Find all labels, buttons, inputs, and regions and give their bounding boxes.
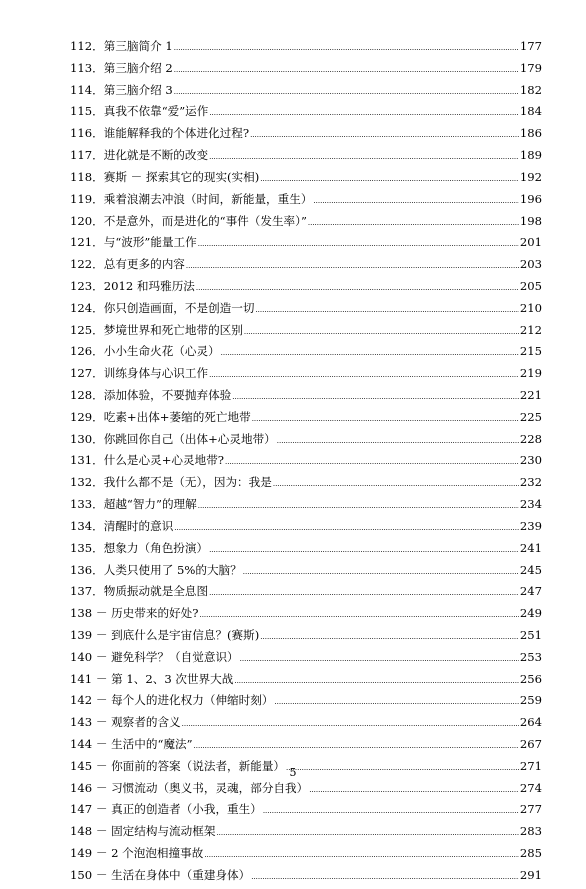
toc-row bbox=[70, 799, 542, 821]
toc-page: 201 bbox=[519, 235, 542, 250]
toc-row bbox=[70, 516, 542, 538]
toc-title: 134．清醒时的意识 bbox=[70, 518, 174, 533]
toc-page: 179 bbox=[519, 60, 542, 75]
toc-title: 129．吃素+出体+萎缩的死亡地带 bbox=[70, 409, 251, 424]
dot-leader bbox=[234, 671, 519, 693]
toc-row bbox=[70, 690, 542, 712]
dot-leader bbox=[240, 649, 519, 671]
toc-title: 126．小小生命火花（心灵） bbox=[70, 344, 220, 359]
toc-title: 140 － 避免科学？（自觉意识） bbox=[70, 649, 239, 664]
toc-row bbox=[70, 101, 542, 123]
toc-row bbox=[70, 320, 542, 342]
toc-row bbox=[70, 450, 542, 472]
toc-row bbox=[70, 734, 542, 756]
toc-row bbox=[70, 58, 542, 80]
toc-title: 138 － 历史带来的好处? bbox=[70, 606, 199, 621]
toc-title: 148 － 固定结构与流动框架 bbox=[70, 824, 216, 839]
toc-title: 114．第三脑介绍 3 bbox=[70, 82, 173, 97]
dot-leader bbox=[216, 823, 518, 845]
toc-page: 232 bbox=[519, 475, 542, 490]
page-number: 5 bbox=[289, 766, 297, 779]
toc-title: 143 － 观察者的含义 bbox=[70, 715, 181, 730]
dot-leader bbox=[252, 409, 519, 431]
toc-title: 130．你跳回你自己（出体+心灵地带） bbox=[70, 431, 276, 446]
toc-title: 128．添加体验，不要抛弃体验 bbox=[70, 388, 232, 402]
toc-row bbox=[70, 407, 542, 429]
toc-row bbox=[70, 472, 542, 494]
dot-leader bbox=[309, 780, 519, 802]
dot-leader bbox=[198, 234, 519, 256]
toc-row bbox=[70, 254, 542, 276]
toc-page: 219 bbox=[519, 366, 542, 381]
toc-row bbox=[70, 211, 542, 233]
dot-leader bbox=[274, 692, 518, 714]
toc-row bbox=[70, 363, 542, 385]
toc-page: 291 bbox=[519, 867, 542, 882]
toc-page: 283 bbox=[519, 824, 542, 839]
toc-row bbox=[70, 145, 542, 167]
toc-title: 113．第三脑介绍 2 bbox=[70, 60, 173, 75]
toc-row bbox=[70, 341, 542, 363]
toc-page: 196 bbox=[519, 191, 542, 206]
toc-page: 247 bbox=[519, 584, 542, 599]
toc-row bbox=[70, 385, 542, 407]
toc-row bbox=[70, 712, 542, 734]
toc-page: 186 bbox=[519, 126, 542, 141]
toc-title: 121．与“波形”能量工作 bbox=[70, 235, 197, 250]
toc-title: 124．你只创造画面，不是创造一切 bbox=[70, 300, 255, 315]
toc-title: 137．物质振动就是全息图 bbox=[70, 584, 209, 599]
toc-row bbox=[70, 843, 542, 865]
toc-page: 230 bbox=[519, 453, 542, 468]
dot-leader bbox=[209, 583, 519, 605]
toc-title: 125．梦境世界和死亡地带的区别 bbox=[70, 322, 243, 337]
dot-leader bbox=[221, 343, 519, 365]
toc-row bbox=[70, 538, 542, 560]
toc-row bbox=[70, 429, 542, 451]
toc-title: 118．赛斯 － 探索其它的现实(实相) bbox=[70, 169, 260, 184]
toc-row bbox=[70, 560, 542, 582]
toc-title: 141 － 第 1、2、3 次世界大战 bbox=[70, 671, 234, 686]
toc-row bbox=[70, 647, 542, 669]
toc-page: 274 bbox=[519, 780, 542, 795]
toc-title: 127．训练身体与心识工作 bbox=[70, 366, 209, 381]
dot-leader bbox=[209, 540, 519, 562]
dot-leader bbox=[174, 518, 519, 540]
dot-leader bbox=[204, 845, 519, 867]
toc-title: 136．人类只使用了 5%的大脑？ bbox=[70, 562, 242, 577]
toc-title: 145 － 你面前的答案（说法者，新能量） bbox=[70, 758, 286, 773]
toc-title: 120．不是意外，而是进化的“事件（发生率）” bbox=[70, 213, 307, 228]
toc-title: 132．我什么都不是（无），因为：我是 bbox=[70, 475, 272, 490]
dot-leader bbox=[209, 365, 519, 387]
dot-leader bbox=[198, 496, 519, 518]
toc-page: 184 bbox=[519, 104, 542, 119]
dot-leader bbox=[174, 38, 519, 60]
toc-title: 144 － 生活中的“魔法” bbox=[70, 737, 193, 751]
toc-page: 182 bbox=[519, 82, 542, 97]
toc-page: 256 bbox=[519, 671, 542, 686]
toc-page: 192 bbox=[519, 169, 542, 184]
dot-leader bbox=[244, 322, 519, 344]
dot-leader bbox=[196, 278, 519, 300]
toc-page: 221 bbox=[519, 388, 542, 402]
toc-page: 249 bbox=[519, 606, 542, 621]
toc-page: 241 bbox=[519, 540, 542, 555]
dot-leader bbox=[186, 256, 519, 278]
toc-title: 131．什么是心灵+心灵地带? bbox=[70, 453, 224, 468]
dot-leader bbox=[174, 82, 519, 104]
toc-row bbox=[70, 232, 542, 254]
dot-leader bbox=[260, 627, 519, 649]
toc-title: 139 － 到底什么是宇宙信息？(赛斯) bbox=[70, 627, 260, 642]
toc-page: 212 bbox=[519, 322, 542, 337]
toc-row bbox=[70, 80, 542, 102]
toc-title: 117．进化就是不断的改变 bbox=[70, 148, 209, 163]
toc-title: 122．总有更多的内容 bbox=[70, 257, 185, 272]
dot-leader bbox=[174, 60, 519, 82]
toc-row bbox=[70, 669, 542, 691]
dot-leader bbox=[232, 387, 519, 409]
dot-leader bbox=[243, 562, 519, 584]
toc-page: 205 bbox=[519, 278, 542, 293]
toc-title: 146 － 习惯流动（奥义书，灵魂，部分自我） bbox=[70, 780, 309, 795]
toc-row bbox=[70, 494, 542, 516]
toc-title: 149 － 2 个泡泡相撞事故 bbox=[70, 846, 204, 861]
toc-row bbox=[70, 276, 542, 298]
dot-leader bbox=[199, 605, 518, 627]
dot-leader bbox=[182, 714, 519, 736]
dot-leader bbox=[255, 300, 518, 322]
toc-page: 253 bbox=[519, 649, 542, 664]
toc-page: 210 bbox=[519, 300, 542, 315]
table-of-contents bbox=[70, 36, 542, 887]
toc-page: 277 bbox=[519, 802, 542, 817]
toc-page: 225 bbox=[519, 409, 542, 424]
toc-row bbox=[70, 36, 542, 58]
toc-row bbox=[70, 581, 542, 603]
toc-title: 135．想象力（角色扮演） bbox=[70, 540, 209, 555]
toc-row bbox=[70, 123, 542, 145]
toc-page: 271 bbox=[519, 758, 542, 773]
toc-page: 285 bbox=[519, 846, 542, 861]
toc-page: 259 bbox=[519, 693, 542, 708]
dot-leader bbox=[251, 867, 519, 889]
toc-row bbox=[70, 603, 542, 625]
dot-leader bbox=[313, 191, 518, 213]
toc-row bbox=[70, 865, 542, 887]
dot-leader bbox=[308, 213, 519, 235]
toc-page: 228 bbox=[519, 431, 542, 446]
toc-page: 251 bbox=[519, 627, 542, 642]
dot-leader bbox=[263, 801, 519, 823]
toc-title: 116．谁能解释我的个体进化过程? bbox=[70, 126, 250, 141]
toc-title: 119．乘着浪潮去冲浪（时间，新能量，重生） bbox=[70, 191, 313, 206]
toc-row bbox=[70, 778, 542, 800]
toc-page: 264 bbox=[519, 715, 542, 730]
toc-title: 142 － 每个人的进化权力（伸缩时刻） bbox=[70, 693, 274, 708]
toc-title: 133．超越“智力”的理解 bbox=[70, 497, 197, 512]
toc-page: 198 bbox=[519, 213, 542, 228]
toc-title: 150 － 生活在身体中（重建身体） bbox=[70, 867, 251, 882]
toc-page: 177 bbox=[519, 39, 542, 53]
toc-title: 112．第三脑简介 1 bbox=[70, 39, 173, 53]
toc-page: 215 bbox=[519, 344, 542, 359]
dot-leader bbox=[273, 474, 519, 496]
toc-page: 245 bbox=[519, 562, 542, 577]
dot-leader bbox=[194, 736, 519, 758]
dot-leader bbox=[209, 147, 519, 169]
toc-row bbox=[70, 189, 542, 211]
toc-row bbox=[70, 821, 542, 843]
toc-page: 239 bbox=[519, 518, 542, 533]
toc-page: 203 bbox=[519, 257, 542, 272]
dot-leader bbox=[277, 431, 519, 453]
dot-leader bbox=[209, 103, 519, 125]
toc-page: 234 bbox=[519, 497, 542, 512]
dot-leader bbox=[225, 452, 519, 474]
toc-title: 115．真我不依靠“爱”运作 bbox=[70, 104, 209, 119]
toc-page: 267 bbox=[519, 737, 542, 751]
toc-title: 123．2012 和玛雅历法 bbox=[70, 278, 195, 293]
dot-leader bbox=[260, 169, 519, 191]
toc-row bbox=[70, 625, 542, 647]
dot-leader bbox=[250, 125, 519, 147]
toc-title: 147 － 真正的创造者（小我，重生） bbox=[70, 802, 262, 817]
toc-page: 189 bbox=[519, 148, 542, 163]
toc-row bbox=[70, 298, 542, 320]
toc-row bbox=[70, 167, 542, 189]
